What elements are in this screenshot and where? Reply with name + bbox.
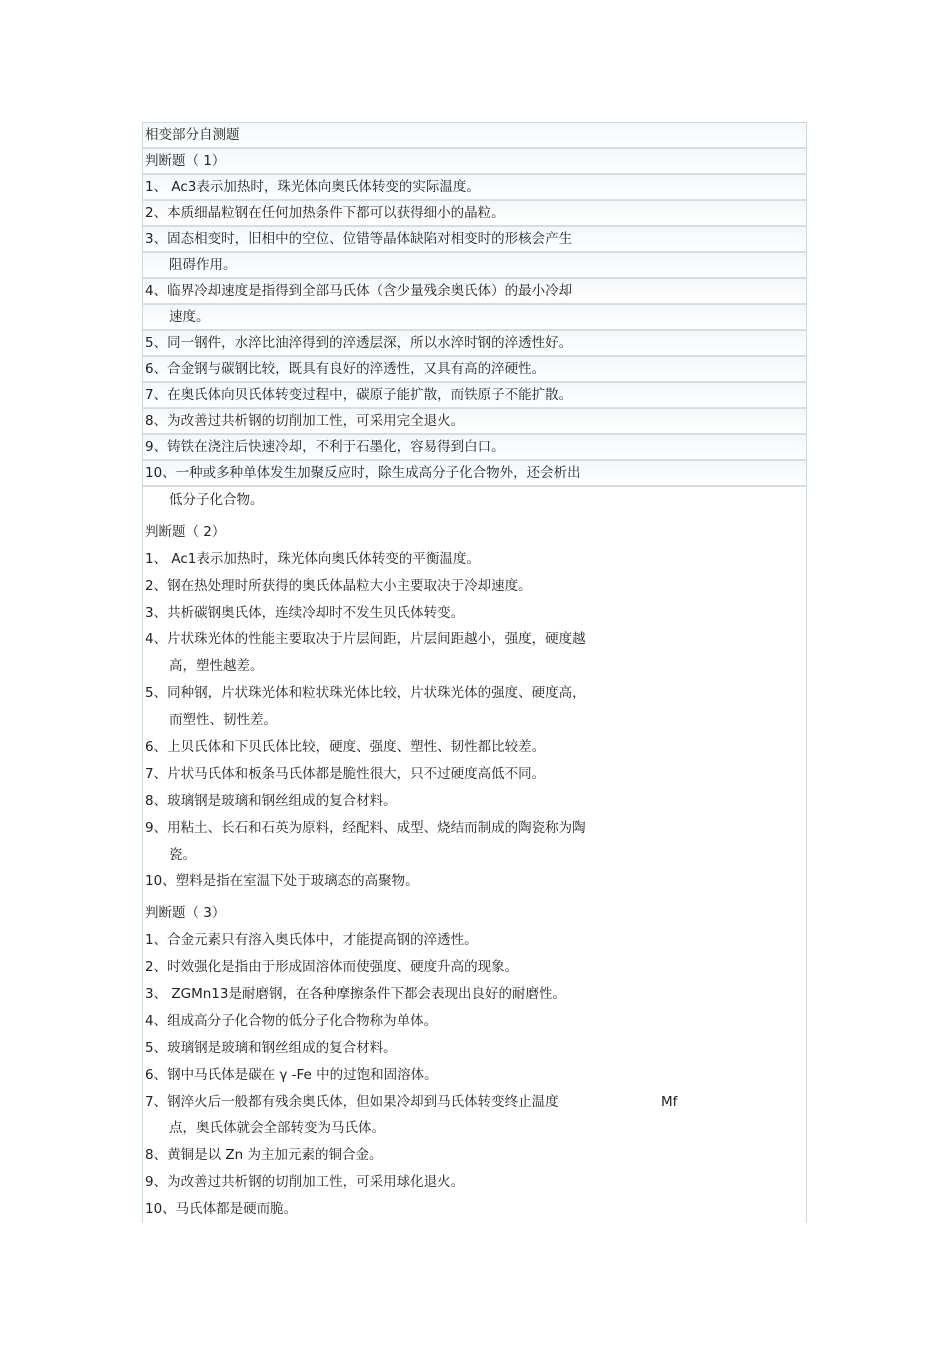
table-section-1	[142, 122, 807, 487]
list-item: 7、片状马氏体和板条马氏体都是脆性很大，只不过硬度高低不同。	[145, 765, 546, 782]
list-item-continuation: 速度。	[143, 305, 806, 331]
list-item-continuation: 点，奥氏体就会全部转变为马氏体。	[169, 1120, 385, 1137]
list-item: 2、本质细晶粒钢在任何加热条件下都可以获得细小的晶粒。	[143, 201, 806, 227]
list-item: 1、 Ac1表示加热时，珠光体向奥氏体转变的平衡温度。	[145, 550, 480, 567]
list-item: 3、 ZGMn13是耐磨钢，在各种摩擦条件下都会表现出良好的耐磨性。	[145, 986, 566, 1003]
list-item: 4、片状珠光体的性能主要取决于片层间距，片层间距越小，强度，硬度越	[145, 631, 586, 648]
list-item-continuation: 高，塑性越差。	[169, 658, 264, 675]
list-item: 9、为改善过共析钢的切削加工性，可采用球化退火。	[145, 1174, 465, 1191]
list-item: 6、钢中马氏体是碳在 γ -Fe 中的过饱和固溶体。	[145, 1066, 438, 1083]
list-item: 8、为改善过共析钢的切削加工性，可采用完全退火。	[143, 409, 806, 435]
list-item: 5、同一钢件，水淬比油淬得到的淬透层深，所以水淬时钢的淬透性好。	[143, 331, 806, 357]
list-item: 10、马氏体都是硬而脆。	[145, 1201, 298, 1218]
list-item-continuation: 瓷。	[169, 846, 196, 863]
list-item: 2、时效强化是指由于形成固溶体而使强度、硬度升高的现象。	[145, 959, 519, 976]
list-item: 3、固态相变时，旧相中的空位、位错等晶体缺陷对相变时的形核会产生	[143, 227, 806, 253]
list-item: 1、合金元素只有溶入奥氏体中，才能提高钢的淬透性。	[145, 932, 478, 949]
section-1-heading: 判断题（ 1）	[143, 149, 806, 175]
list-item-continuation: 而塑性、韧性差。	[169, 712, 277, 729]
list-item-text: 7、钢淬火后一般都有残余奥氏体，但如果冷却到马氏体转变终止温度	[145, 1093, 559, 1110]
list-item	[143, 1089, 806, 1116]
list-item: 6、上贝氏体和下贝氏体比较，硬度、强度、塑性、韧性都比较差。	[145, 739, 546, 756]
list-item: 2、钢在热处理时所获得的奥氏体晶粒大小主要取决于冷却速度。	[145, 577, 532, 594]
list-item: 10、一种或多种单体发生加聚反应时，除生成高分子化合物外，还会析出	[143, 461, 806, 487]
section-2-heading: 判断题（ 2）	[145, 523, 226, 540]
section-3-heading: 判断题（ 3）	[145, 905, 226, 922]
list-item: 10、塑料是指在室温下处于玻璃态的高聚物。	[145, 873, 419, 890]
list-item: 3、共析碳钢奥氏体，连续冷却时不发生贝氏体转变。	[145, 604, 465, 621]
document-title: 相变部分自测题	[143, 123, 806, 149]
list-item-continuation: 低分子化合物。	[169, 492, 264, 508]
list-item: 4、组成高分子化合物的低分子化合物称为单体。	[145, 1012, 438, 1029]
list-item: 9、铸铁在浇注后快速冷却，不利于石墨化，容易得到白口。	[143, 435, 806, 461]
list-item: 6、合金钢与碳钢比较，既具有良好的淬透性，又具有高的淬硬性。	[143, 357, 806, 383]
list-item: 5、同种钢，片状珠光体和粒状珠光体比较，片状珠光体的强度、硬度高，	[145, 685, 586, 702]
plain-section	[142, 487, 807, 1223]
list-item: 4、临界冷却速度是指得到全部马氏体（含少量残余奥氏体）的最小冷却	[143, 279, 806, 305]
list-item: 9、用粘土、长石和石英为原料，经配料、成型、烧结而制成的陶瓷称为陶	[145, 819, 586, 836]
list-item: 5、玻璃钢是玻璃和钢丝组成的复合材料。	[145, 1039, 397, 1056]
list-item: 1、 Ac3表示加热时，珠光体向奥氏体转变的实际温度。	[143, 175, 806, 201]
list-item-continuation: 阻碍作用。	[143, 253, 806, 279]
list-item-tail: Mf	[661, 1093, 678, 1110]
list-item: 8、黄铜是以 Zn 为主加元素的铜合金。	[145, 1147, 383, 1164]
document-sheet	[142, 122, 807, 1223]
list-item: 8、玻璃钢是玻璃和钢丝组成的复合材料。	[145, 792, 397, 809]
list-item: 7、在奥氏体向贝氏体转变过程中，碳原子能扩散，而铁原子不能扩散。	[143, 383, 806, 409]
